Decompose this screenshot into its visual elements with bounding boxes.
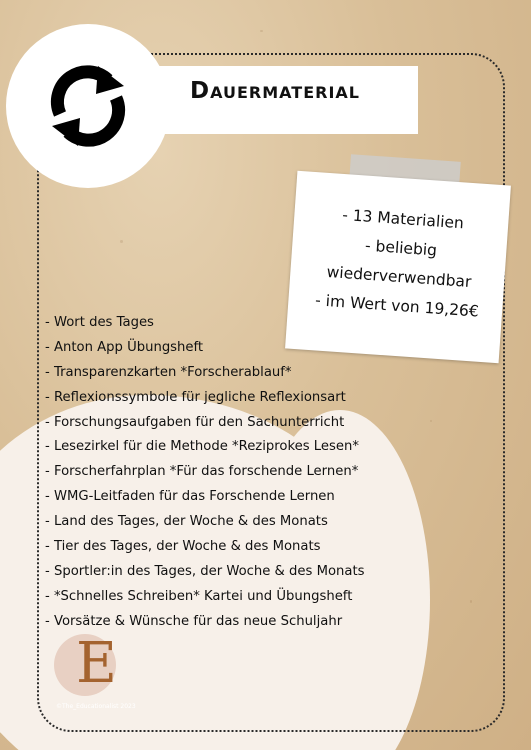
list-item: - Forschungsaufgaben für den Sachunterricht [45,414,345,430]
refresh-icon [38,56,138,156]
copyright: ©The_Educationalist 2023 [56,703,136,710]
note-line: - im Wert von 19,26€ [314,291,480,321]
list-item: - Tier des Tages, der Woche & des Monats [45,539,321,555]
list-item: - Sportler:in des Tages, der Woche & des Monats [45,563,365,579]
note-line: wiederverwendbar [326,262,472,291]
note-text [291,198,509,328]
list-item: - Anton App Übungsheft [45,339,204,355]
list-item: - Lesezirkel für die Methode *Reziprokes Lesen* [45,439,359,455]
logo: E [76,631,117,696]
list-item: - Transparenzkarten *Forscherablauf* [45,364,292,380]
list-item: - Forscherfahrplan *Für das forschende Lernen* [45,464,359,480]
list-item: - Wort des Tages [45,315,154,330]
icon-circle [6,24,170,188]
list-item: - Vorsätze & Wünsche für das neue Schuljahr [45,613,343,629]
material-list [45,311,365,635]
list-item: - *Schnelles Schreiben* Kartei und Übungsheft [45,588,353,604]
page-title: Dauermaterial [190,78,360,104]
list-item: - WMG-Leitfaden für das Forschende Lernen [45,489,335,505]
list-item: - Land des Tages, der Woche & des Monats [45,514,328,530]
paper-speck [260,30,263,32]
note-line: - 13 Materialien [341,205,465,233]
list-item: - Reflexionssymbole für jegliche Reflexionsart [45,389,346,405]
note-line: - beliebig [364,236,438,260]
